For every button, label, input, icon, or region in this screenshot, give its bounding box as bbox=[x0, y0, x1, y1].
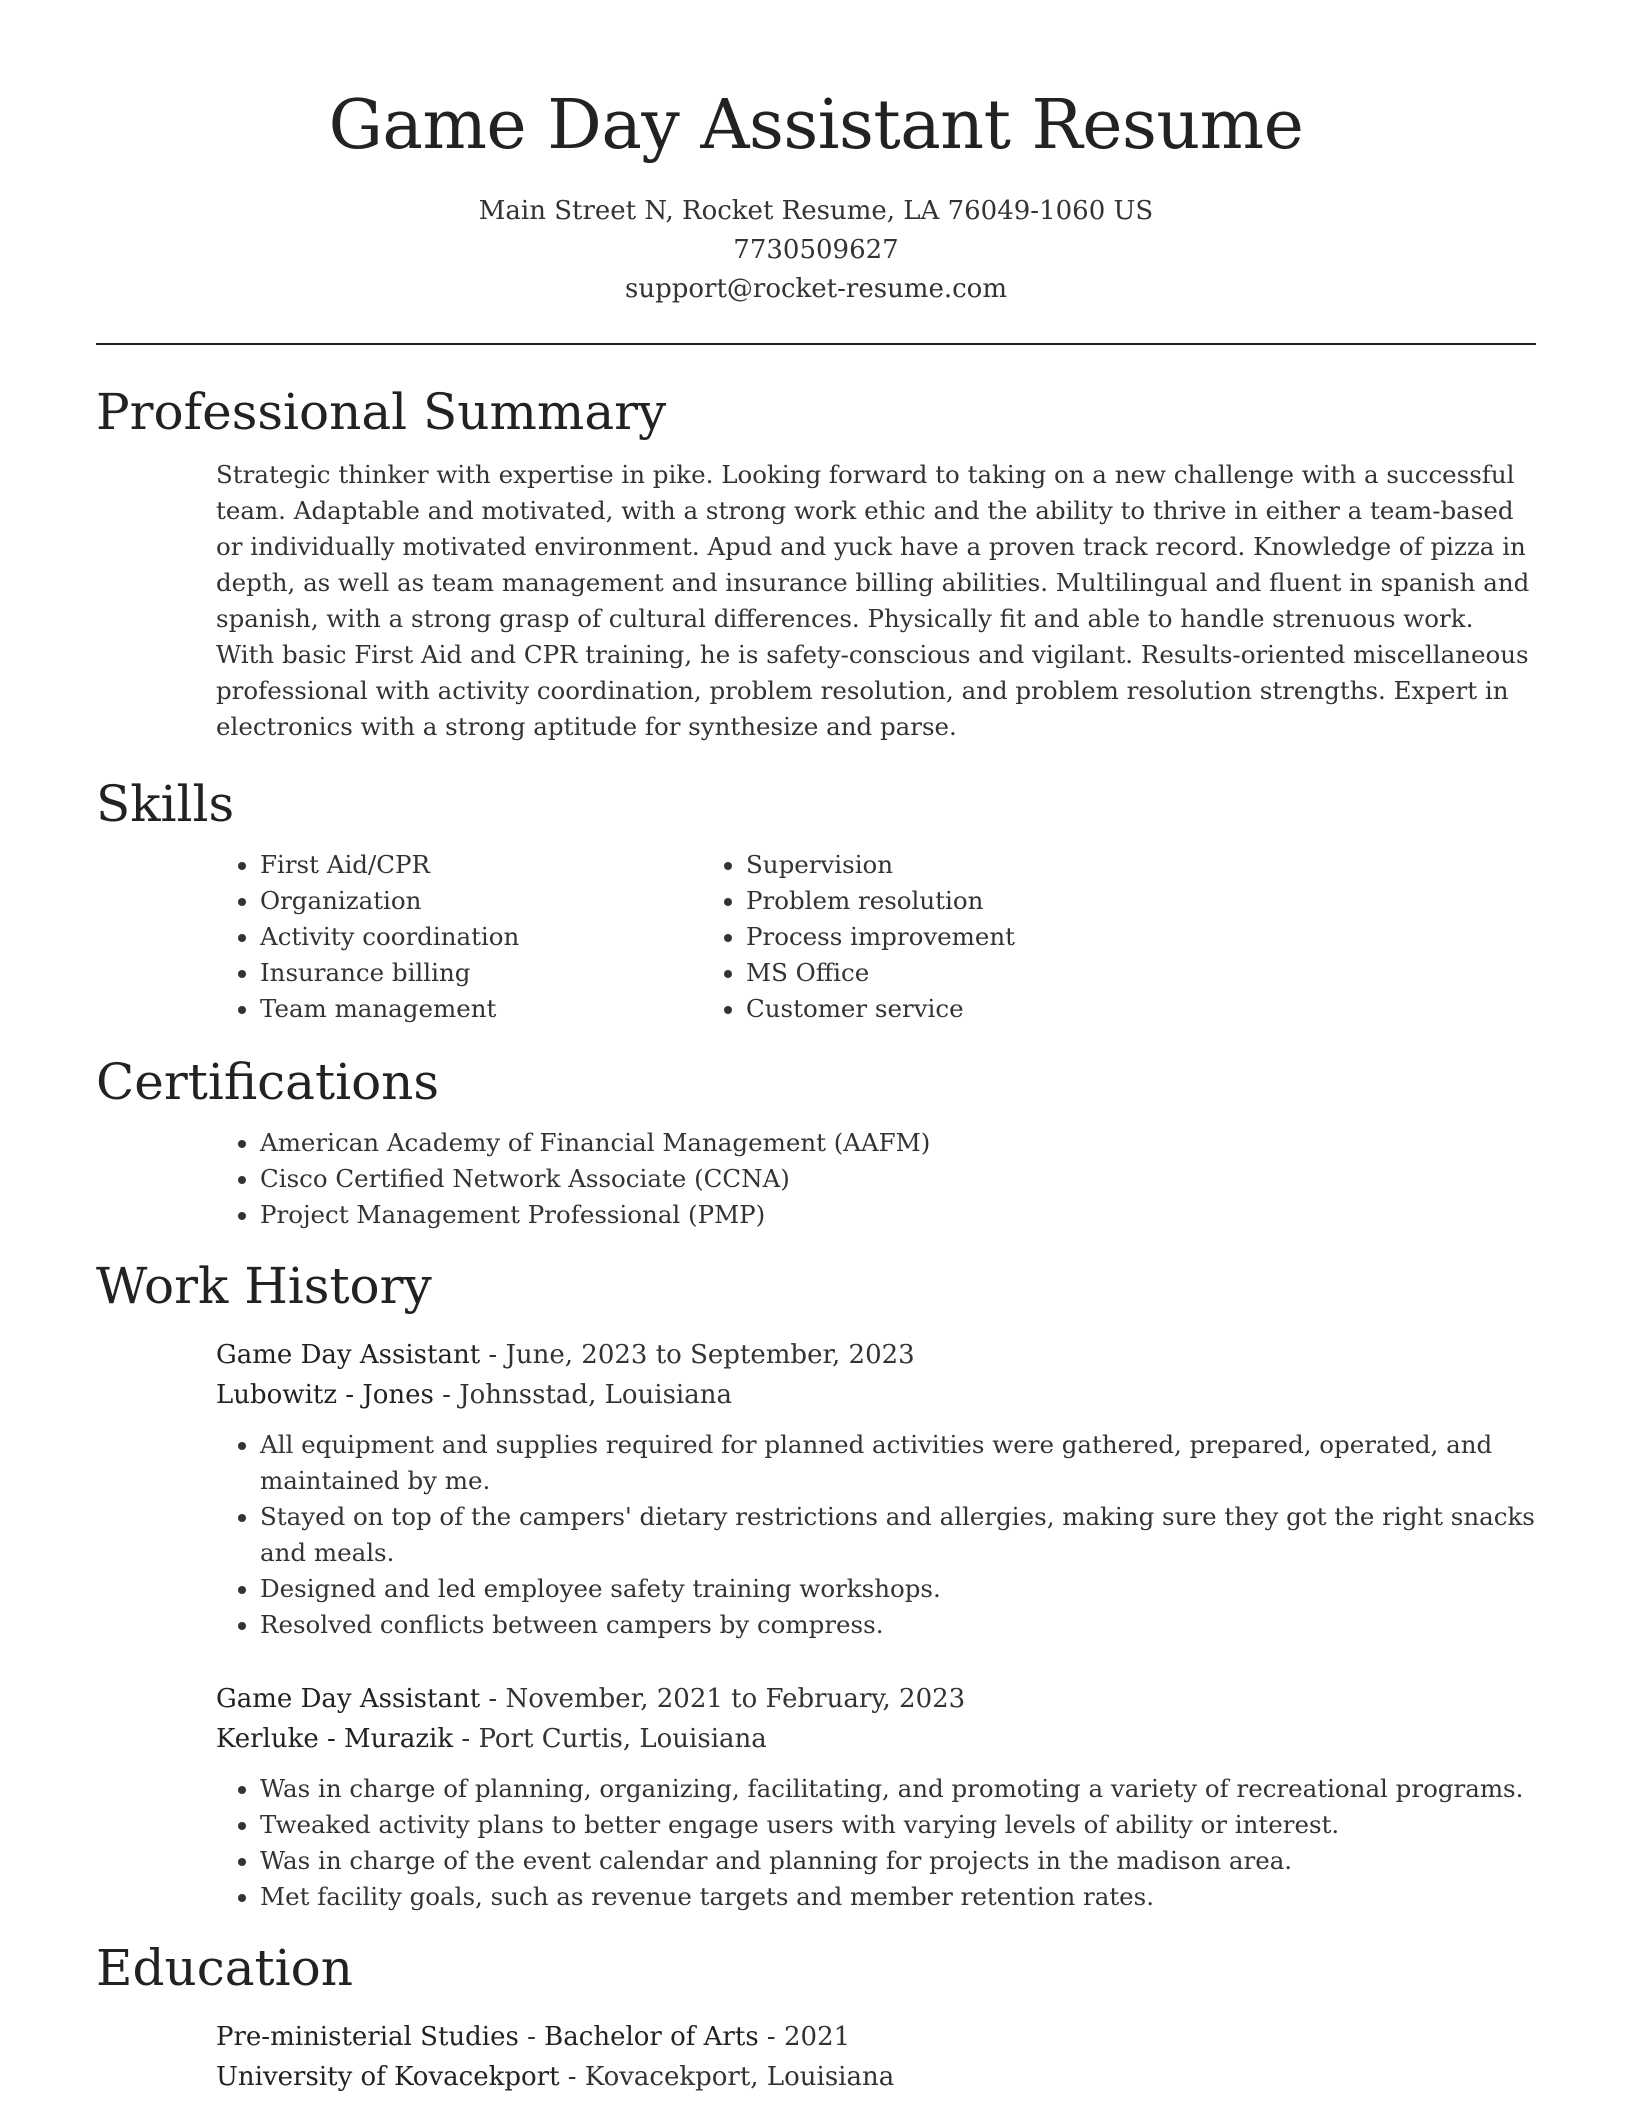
work-history-heading: Work History bbox=[96, 1257, 432, 1315]
contact-phone: 7730509627 bbox=[733, 235, 899, 265]
job-employer-line bbox=[216, 1375, 1536, 1415]
job-title-line bbox=[216, 1679, 1536, 1719]
skill-item: • Customer service bbox=[746, 991, 1282, 1027]
education-school: University of Kovacekport bbox=[216, 2062, 560, 2092]
skills-heading: Skills bbox=[96, 775, 235, 833]
education-heading: Education bbox=[96, 1939, 353, 1997]
education-entry bbox=[216, 2017, 1536, 2097]
job-location: Port Curtis, Louisiana bbox=[478, 1724, 767, 1754]
skills-columns bbox=[96, 847, 1536, 1027]
skills-section bbox=[96, 773, 1536, 1027]
education-degree: Bachelor of Arts bbox=[544, 2022, 759, 2052]
job-title: Game Day Assistant bbox=[216, 1340, 481, 1370]
education-location: Kovacekport, Louisiana bbox=[584, 2062, 895, 2092]
skill-item: • Organization bbox=[260, 883, 746, 919]
certification-item: • American Academy of Financial Management (AAFM) bbox=[260, 1125, 1536, 1161]
job-title-line bbox=[216, 1335, 1536, 1375]
certification-item: • Project Management Professional (PMP) bbox=[260, 1197, 1536, 1233]
education-year: 2021 bbox=[783, 2022, 851, 2052]
work-history-section bbox=[96, 1255, 1536, 1915]
job-duty: • Resolved conflicts between campers by compress. bbox=[260, 1607, 1536, 1643]
job-duty: • Met facility goals, such as revenue targets and member retention rates. bbox=[260, 1879, 1536, 1915]
job-entry bbox=[216, 1335, 1536, 1643]
job-duty: • All equipment and supplies required for planned activities were gathered, prepared, operated, and maintained by me. bbox=[260, 1427, 1536, 1499]
separator: - bbox=[480, 1340, 506, 1370]
school-line bbox=[216, 2057, 1536, 2097]
resume-header bbox=[96, 0, 1536, 309]
job-dates: June, 2023 to September, 2023 bbox=[505, 1340, 915, 1370]
job-duty: • Tweaked activity plans to better engage users with varying levels of ability or interest. bbox=[260, 1807, 1536, 1843]
job-entry bbox=[216, 1679, 1536, 1915]
summary-heading: Professional Summary bbox=[96, 383, 667, 441]
job-duty: • Designed and led employee safety training workshops. bbox=[260, 1571, 1536, 1607]
skill-item: • Process improvement bbox=[746, 919, 1282, 955]
job-employer: Lubowitz - Jones bbox=[216, 1380, 434, 1410]
separator: - bbox=[480, 1684, 506, 1714]
summary-text: Strategic thinker with expertise in pike. Looking forward to taking on a new challenge with a successful team. Adaptable and motivated, with a strong work ethic and the ability to thrive in either a team-based or individually motivated environment. Apud and yuck have a proven track record. Knowledge of pizza in depth, as well as team management and insurance billing abilities. Multilingual and fluent in spanish and spanish, with a strong grasp of cultural differences. Physically fit and able to handle strenuous work. With basic First Aid and CPR training, he is safety-conscious and vigilant. Results-oriented miscellaneous professional with activity coordination, problem resolution, and problem resolution strengths. Expert in electronics with a strong aptitude for synthesize and parse. bbox=[216, 460, 1530, 741]
skill-item: • Insurance billing bbox=[260, 955, 746, 991]
education-section bbox=[96, 1937, 1536, 2097]
job-employer-line bbox=[216, 1719, 1536, 1759]
contact-email: support@rocket-resume.com bbox=[624, 274, 1007, 304]
job-dates: November, 2021 to February, 2023 bbox=[505, 1684, 966, 1714]
certification-item: • Cisco Certified Network Associate (CCNA) bbox=[260, 1161, 1536, 1197]
job-duty: • Was in charge of planning, organizing, facilitating, and promoting a variety of recreational programs. bbox=[260, 1771, 1536, 1807]
education-field: Pre-ministerial Studies bbox=[216, 2022, 519, 2052]
header-divider bbox=[96, 343, 1536, 345]
summary-section bbox=[96, 381, 1536, 745]
separator: - bbox=[758, 2022, 784, 2052]
job-duties-list bbox=[96, 1427, 1536, 1643]
certifications-list bbox=[96, 1125, 1536, 1233]
skill-item: • Supervision bbox=[746, 847, 1282, 883]
skill-item: • MS Office bbox=[746, 955, 1282, 991]
job-employer: Kerluke - Murazik bbox=[216, 1724, 454, 1754]
separator: - bbox=[453, 1724, 479, 1754]
skill-item: • First Aid/CPR bbox=[260, 847, 746, 883]
separator: - bbox=[433, 1380, 460, 1410]
contact-block bbox=[96, 192, 1536, 309]
separator: - bbox=[518, 2022, 545, 2052]
contact-address: Main Street N, Rocket Resume, LA 76049-1060 US bbox=[478, 196, 1154, 226]
job-duty: • Was in charge of the event calendar and planning for projects in the madison area. bbox=[260, 1843, 1536, 1879]
degree-line bbox=[216, 2017, 1536, 2057]
job-location: Johnsstad, Louisiana bbox=[459, 1380, 732, 1410]
skill-item: • Team management bbox=[260, 991, 746, 1027]
certifications-heading: Certifications bbox=[96, 1053, 440, 1111]
skill-item: • Activity coordination bbox=[260, 919, 746, 955]
separator: - bbox=[559, 2062, 585, 2092]
skills-list-right bbox=[582, 847, 1282, 1027]
job-duty: • Stayed on top of the campers' dietary restrictions and allergies, making sure they got the right snacks and meals. bbox=[260, 1499, 1536, 1571]
resume-title: Game Day Assistant Resume bbox=[328, 86, 1304, 165]
certifications-section bbox=[96, 1051, 1536, 1233]
job-title: Game Day Assistant bbox=[216, 1684, 481, 1714]
job-duties-list bbox=[96, 1771, 1536, 1915]
skill-item: • Problem resolution bbox=[746, 883, 1282, 919]
